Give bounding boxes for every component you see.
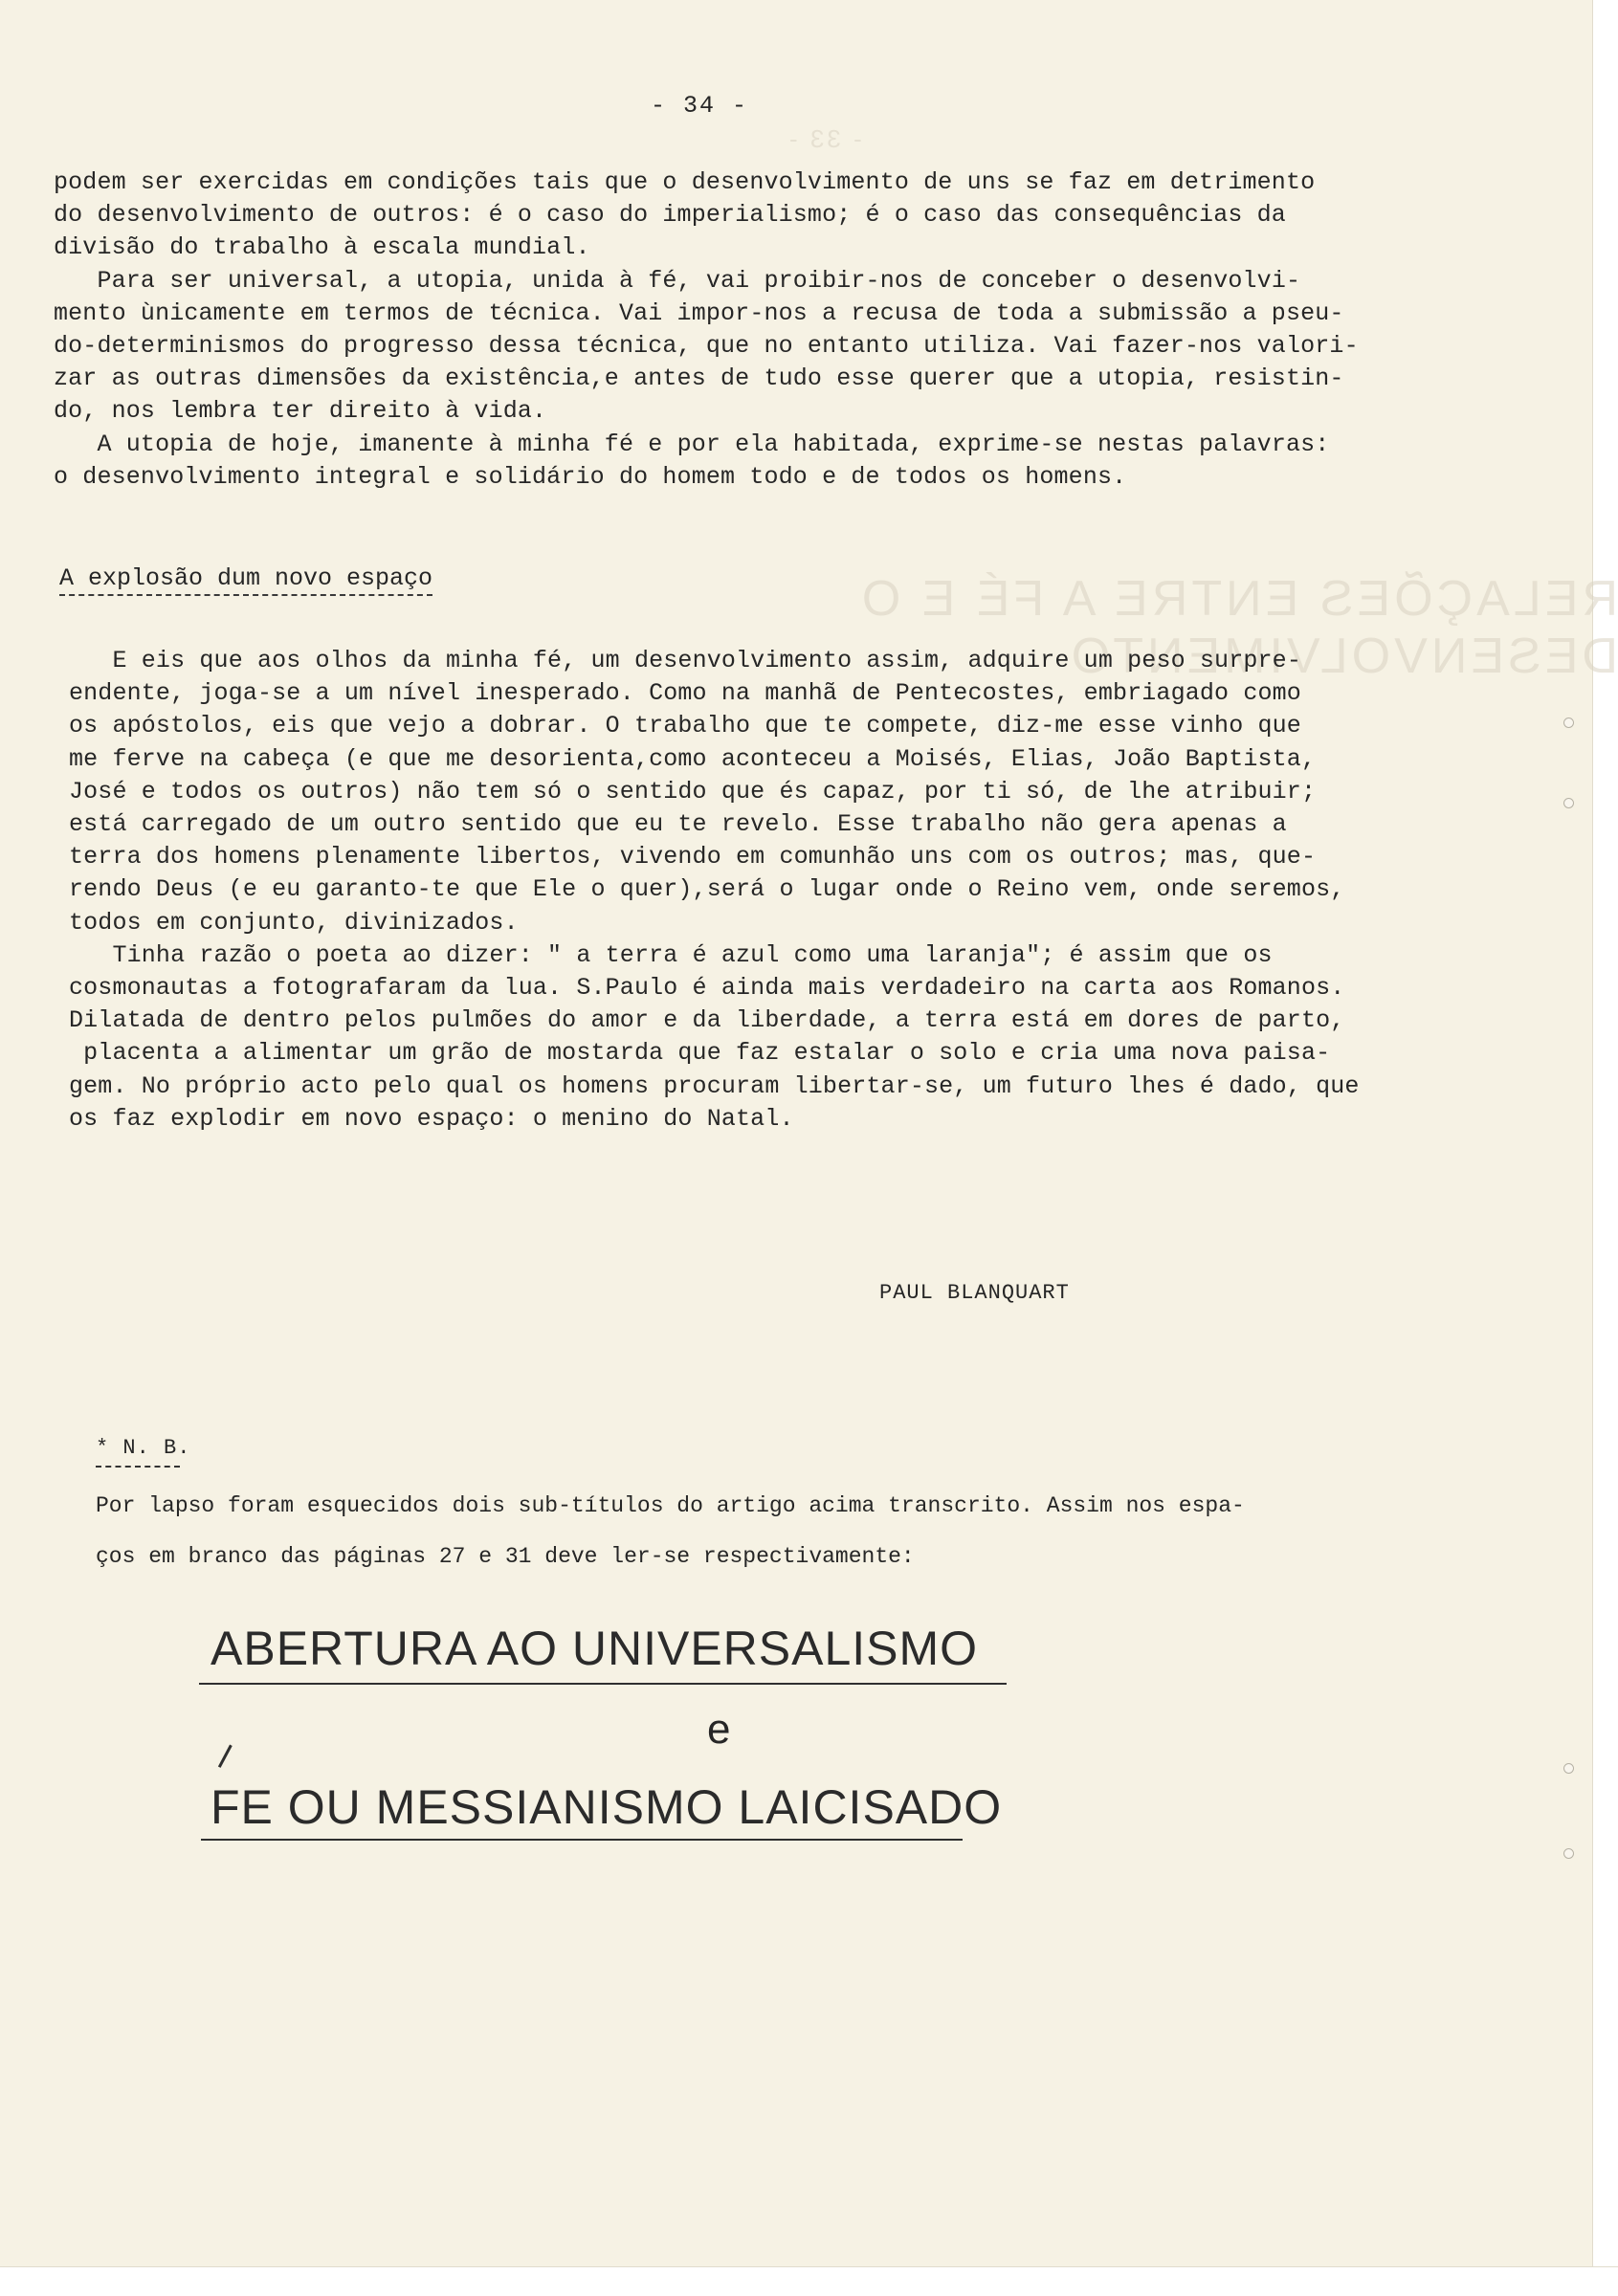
binding-hole-icon	[1563, 718, 1574, 728]
binding-hole-icon	[1563, 798, 1574, 808]
note-text: Por lapso foram esquecidos dois sub-títulos do artigo acima transcrito. Assim nos espa- ços em branco das páginas 27 e 31 deve ler-se respectivamente:	[96, 1493, 1245, 1569]
page-number: - 34 -	[651, 92, 749, 120]
bleed-through-page-number: - 33 -	[787, 124, 862, 153]
subtitle-joiner: e	[707, 1706, 731, 1753]
subtitle-fe: FE OU MESSIANISMO LAICISADO	[211, 1780, 1003, 1834]
paper-bottom-edge	[0, 2266, 1618, 2296]
subtitle-abertura-underline	[199, 1683, 1007, 1685]
note-label-underline	[96, 1466, 180, 1468]
article-paragraph-1: podem ser exercidas em condições tais que o desenvolvimento de uns se faz em detrimento do desenvolvimento de outros: é o caso do imperialismo; é o caso das consequências da divisão do trabalho à escala mundial. Para ser universal, a utopia, unida à fé, vai proibir-nos de conceber o desenvolvi- mento ùnicamente em termos de técnica. Vai impor-nos a recusa de toda a submissão a pseu- do-determinismos do progresso dessa técnica, que no entanto utiliza. Vai fazer-nos valori- zar as outras dimensões da existência,e antes de tudo esse querer que a utopia, resistin- do, nos lembra ter direito à vida. A utopia de hoje, imanente à minha fé e por ela habitada, exprime-se nestas palavras: o desenvolvimento integral e solidário do homem todo e de todos os homens.	[54, 168, 1359, 491]
author-signature: PAUL BLANQUART	[879, 1281, 1070, 1305]
section-heading: A explosão dum novo espaço	[59, 564, 432, 596]
note-label: * N. B.	[96, 1436, 191, 1460]
paper-right-edge	[1592, 0, 1618, 2296]
binding-hole-icon	[1563, 1763, 1574, 1774]
binding-hole-icon	[1563, 1848, 1574, 1859]
subtitle-fe-underline	[201, 1839, 963, 1841]
bleed-through-title: RELAÇÕES ENTRE A FÉ E O DESENVOLVIMENTO	[857, 571, 1618, 684]
subtitle-abertura: ABERTURA AO UNIVERSALISMO	[211, 1622, 979, 1675]
article-paragraph-2: E eis que aos olhos da minha fé, um desenvolvimento assim, adquire um peso surpre- endente, joga-se a um nível inesperado. Como na manhã de Pentecostes, embriagado como os apóstolos, eis que vejo a dobrar. O trabalho que te compete, diz-me esse vinho que me ferve na cabeça (e que me desorienta,como aconteceu a Moisés, Elias, João Baptista, José e todos os outros) não tem só o sentido que és capaz, por ti só, de lhe atribuir; está carregado de um outro sentido que eu te revelo. Esse trabalho não gera apenas a terra dos homens plenamente libertos, vivendo em comunhão uns com os outros; mas, que- rendo Deus (e eu garanto-te que Ele o quer),será o lugar onde o Reino vem, onde seremos, todos em conjunto, divinizados. Tinha razão o poeta ao dizer: " a terra é azul como uma laranja"; é assim que os cosmonautas a fotografaram da lua. S.Paulo é ainda mais verdadeiro na carta aos Romanos. Dilatada de dentro pelos pulmões do amor e da liberdade, a terra está em dores de parto, placenta a alimentar um grão de mostarda que faz estalar o solo e cria uma nova paisa- gem. No próprio acto pelo qual os homens procuram libertar-se, um futuro lhes é dado, que os faz explodir em novo espaço: o menino do Natal.	[69, 647, 1360, 1133]
